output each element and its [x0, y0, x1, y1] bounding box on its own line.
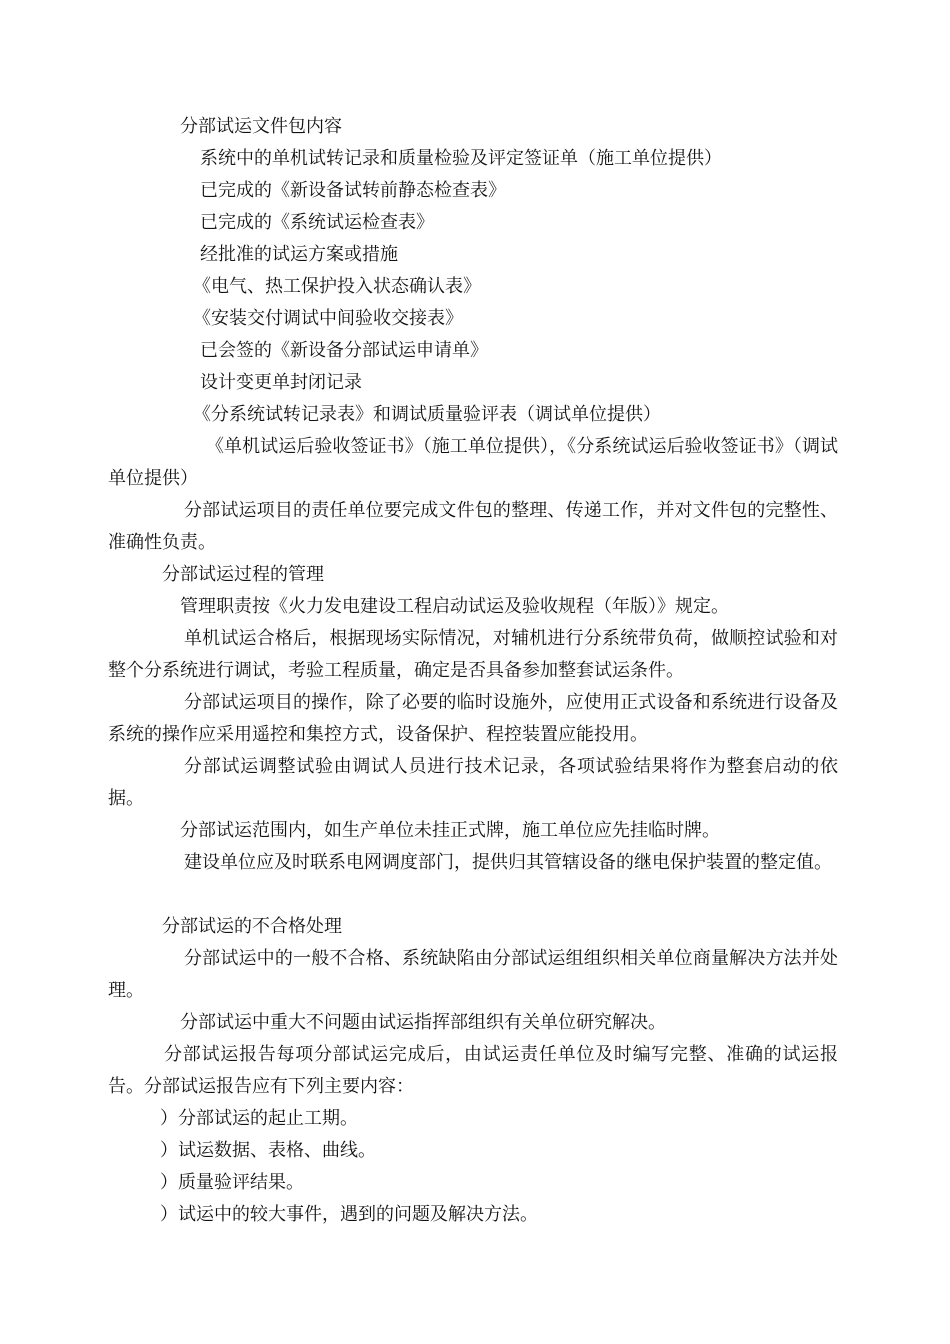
package-item: 《分系统试转记录表》和调试质量验评表（调试单位提供）	[193, 404, 661, 425]
paragraph-management: 建设单位应及时联系电网调度部门，提供归其管辖设备的继电保护装置的整定值。	[184, 852, 832, 873]
paragraph-nonconformance: 分部试运中的一般不合格、系统缺陷由分部试运组组织相关单位商量解决方法并处理。	[108, 948, 838, 1001]
section-heading-package: 分部试运文件包内容	[180, 116, 342, 137]
paragraph-management: 分部试运项目的操作，除了必要的临时设施外，应使用正式设备和系统进行设备及系统的操作应采用遥控和集控方式，设备保护、程控装置应能投用。	[108, 692, 838, 745]
report-item: ）分部试运的起止工期。	[160, 1108, 358, 1129]
report-item: ）质量验评结果。	[160, 1172, 304, 1193]
report-item: ）试运中的较大事件，遇到的问题及解决方法。	[160, 1204, 538, 1225]
paragraph-management: 分部试运范围内，如生产单位未挂正式牌，施工单位应先挂临时牌。	[180, 820, 720, 841]
package-item: 《安装交付调试中间验收交接表》	[193, 308, 463, 329]
section-heading-management: 分部试运过程的管理	[162, 564, 324, 585]
package-item: 已会签的《新设备分部试运申请单》	[200, 340, 488, 361]
package-item: 《电气、热工保护投入状态确认表》	[193, 276, 481, 297]
paragraph-management-duty: 管理职责按《火力发电建设工程启动试运及验收规程（年版）》规定。	[180, 596, 729, 617]
paragraph-management: 单机试运合格后，根据现场实际情况，对辅机进行分系统带负荷，做顺控试验和对整个分系统进行调试，考验工程质量，确定是否具备参加整套试运条件。	[108, 628, 838, 681]
section-heading-nonconformance: 分部试运的不合格处理	[162, 916, 342, 937]
paragraph-responsibility: 分部试运项目的责任单位要完成文件包的整理、传递工作，并对文件包的完整性、准确性负责。	[108, 500, 838, 553]
package-item: 经批准的试运方案或措施	[200, 244, 398, 265]
package-item: 《单机试运后验收签证书》（施工单位提供），《分系统试运后验收签证书》（调试单位提供）	[108, 436, 838, 489]
package-item: 已完成的《系统试运检查表》	[200, 212, 434, 233]
report-item: ）试运数据、表格、曲线。	[160, 1140, 376, 1161]
paragraph-management: 分部试运调整试验由调试人员进行技术记录，各项试验结果将作为整套启动的依据。	[108, 756, 838, 809]
package-item: 设计变更单封闭记录	[200, 372, 362, 393]
package-item: 已完成的《新设备试转前静态检查表》	[200, 180, 506, 201]
paragraph-nonconformance: 分部试运中重大不问题由试运指挥部组织有关单位研究解决。	[180, 1012, 666, 1033]
package-item: 系统中的单机试转记录和质量检验及评定签证单（施工单位提供）	[200, 148, 722, 169]
paragraph-test-report: 分部试运报告每项分部试运完成后，由试运责任单位及时编写完整、准确的试运报告。分部试运报告应有下列主要内容：	[108, 1044, 838, 1097]
